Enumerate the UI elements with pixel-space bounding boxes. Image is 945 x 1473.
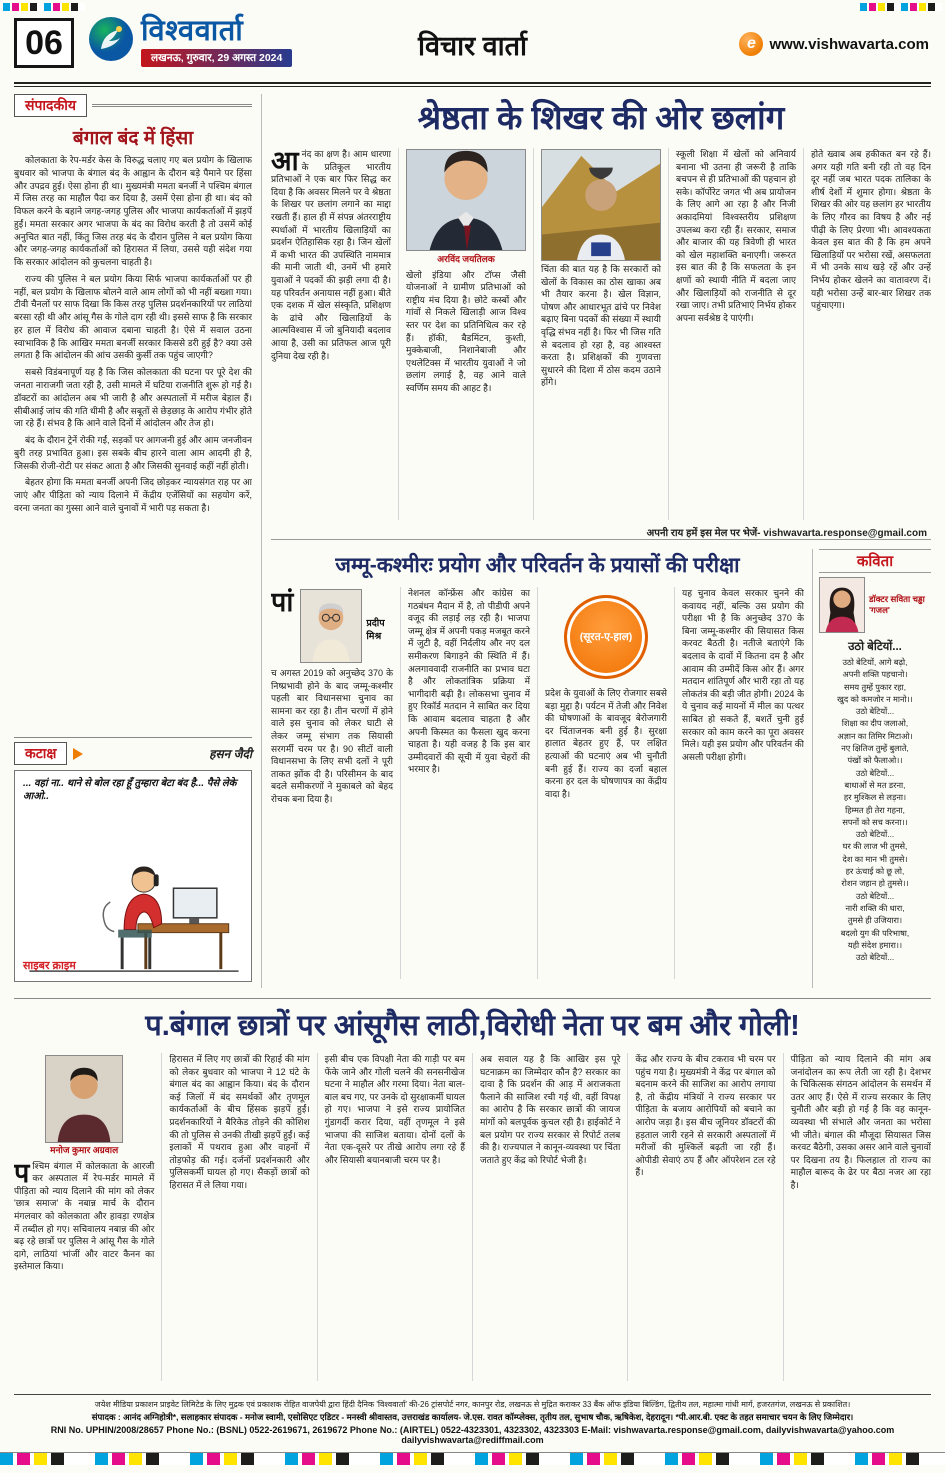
article-text: नंद का क्षण है। आम धारणा के प्रतिकूल भारतीय प्रतिभाओं ने एक बार फिर सिद्ध कर दिया है कि अवसर मिलने पर वे श्रेष्ठता के शिखर पर छलांग लगाने का माद्दा रखती हैं। हाल ही में संपन्न अंतरराष्ट्रीय स्पर्धाओं में भारतीय खिलाड़ियों का प्रदर्शन ऐतिहासिक रहा है। जिन खेलों में कभी भारत की उपस्थिति नाममात्र की मानी जाती थी, उनमें भी हमारे युवाओं ने पदकों की झड़ी लगा दी है। यह परिवर्तन अनायास नहीं हुआ। बीते एक दशक में खेल संस्कृति, प्रशिक्षण के ढांचे और खिलाड़ियों के आत्मविश्वास में जो बुनियादी बदलाव आया है, उसी का प्रतिफल आज पूरी दुनिया देख रही है। — [271, 149, 391, 361]
text-line: सबसे विडंबनापूर्ण यह है कि जिस कोलकाता की घटना पर पूरे देश की जनता नाराजगी जता रही है, उसी मामले में घटिया राजनीति शुरू हो गई है। डॉक्टरों का आंदोलन अब भी जारी है और अस्पतालों में मरीज बेहाल हैं। सीबीआई जांच की गति धीमी है और सबूतों से छेड़छाड़ के आरोप गंभीर होते जा रहे हैं। संभव है कि आने वाले दिनों में आंदोलन और तेज हो। — [14, 367, 252, 429]
text-line: पंखों को फैलाओ।। — [847, 756, 903, 766]
text-line: उठो बेटियों... — [855, 830, 895, 840]
article-text: यह चुनाव केवल सरकार चुनने की कवायद नहीं, बल्कि उस प्रयोग की परीक्षा भी है कि अनुच्छेद 370 के बिना जम्मू-कश्मीर की सियासत किस करवट बैठती है। नतीजे बताएंगे कि बदलाव के दावों में कितना दम है और आवाम की उम्मीदें किस ओर हैं। अगर मतदान शांतिपूर्ण और भारी रहा तो यह लोकतंत्र की बड़ी जीत होगी। 2024 के ये चुनाव कई मायनों में मील का पत्थर साबित हो सकते हैं, बशर्ते चुनी हुई सरकार को काम करने का पूरा अवसर मिले। यही इस प्रयोग और परिवर्तन की असली परीक्षा होगी। — [682, 588, 804, 762]
poetry-section-label: कविता — [819, 549, 931, 573]
text-line: समय तुम्हें पुकार रहा, — [844, 682, 906, 692]
text-line: बाधाओं से मत डरना, — [844, 780, 906, 790]
article-text: प्रदेश के युवाओं के लिए रोजगार सबसे बड़ा मुद्दा है। पर्यटन में तेजी और निवेश की घोषणाओं के बावजूद बेरोजगारी दर चिंताजनक बनी हुई है। सुरक्षा हालात बेहतर हुए हैं, पर लक्षित हत्याओं की घटनाएं अब भी चुनौती बनी हुई हैं। राज्य का दर्जा बहाल करना हर दल के घोषणापत्र का केंद्रीय वादा है। — [545, 688, 667, 799]
text-line: नारी शक्ति की धारा, — [845, 903, 905, 913]
cartoon-header — [14, 737, 252, 765]
poetry-column — [819, 549, 931, 988]
text-line: बेहतर होगा कि ममता बनर्जी अपनी जिद छोड़कर न्यायसंगत राह पर आ जाएं और पीड़िता को न्याय दिलाने में केंद्रीय एजेंसियों का सहयोग करें, वरना जनता का गुस्सा आने वाले चुनावों में भारी पड़ सकता है। — [14, 477, 252, 513]
text-line: नए क्षितिज तुम्हें बुलाते, — [841, 744, 909, 754]
text-line: कोलकाता के रेप-मर्डर केस के विरुद्ध चलाए गए बल प्रयोग के खिलाफ बुधवार को भाजपा के बंगाल बंद के आह्वान के दौरान बड़े पैमाने पर हिंसा और उपद्रव हुई। ऐसा होना ही था। मुख्यमंत्री ममता बनर्जी ने पश्चिम बंगाल में जिस तरह का माहौल पैदा कर दिया है, उसमें ऐसा होना ही था। बंद को विफल करने के बहाने जगह-जगह पुलिस और भाजपा कार्यकर्ताओं में झड़पें हुईं। ममता सरकार अगर भाजपा के बंद का विरोध करती है तो उसमें कोई अनुचित बात नहीं, किंतु जिस तरह बंद के दौरान पुलिस ने बल प्रयोग किया और जगह-जगह कार्यकर्ताओं को हिरासत में लिया, उससे यही संदेश गया कि सरकार आंदोलन को कुचलना चाहती है। — [14, 155, 252, 268]
text-line: तुमसे ही उजियारा। — [847, 916, 903, 926]
text-line: हर ऊंचाई को छू लो, — [845, 867, 905, 877]
bottom-article — [14, 998, 931, 1388]
cartoon-drawing — [15, 831, 251, 979]
article-text: होते ख्वाब अब हकीकत बन रहे हैं। अगर यही गति बनी रही तो वह दिन दूर नहीं जब भारत पदक तालिका के शीर्ष देशों में शुमार होगा। श्रेष्ठता के शिखर की ओर यह छलांग हर भारतीय के लिए गौरव का विषय है और नई पीढ़ी के लिए प्रेरणा भी। आवश्यकता केवल इस बात की है कि हम अपने खिलाड़ियों पर भरोसा रखें, असफलता में भी उनके साथ खड़े रहें और उन्हें निर्भय होकर खेलने का वातावरण दें। यही भरोसा उन्हें बार-बार शिखर तक पहुंचाएगा। — [811, 149, 931, 311]
article-column — [628, 1053, 783, 1381]
drop-cap: प — [14, 1157, 30, 1188]
article-column — [399, 148, 534, 520]
cartoon-speech-text: ... वहां ना.. थाने से बोल रहा हूँ तुम्हारा बेटा बंद है... पैसे लेके आओ.. — [23, 778, 237, 802]
poem-lines — [819, 657, 931, 964]
article-text: चिंता की बात यह है कि सरकारों को खेलों के विकास का ठोस खाका अब भी तैयार करना है। खेल विज्ञान, पोषण और आधारभूत ढांचे पर निवेश बढ़ाए बिना पदकों की संख्या में स्थायी वृद्धि संभव नहीं है। फिर भी जिस गति से बदलाव हो रहा है, वह आश्वस्त करता है। प्रशिक्षकों की गुणवत्ता सुधारने की दिशा में ठोस कदम उठाने होंगे। — [541, 264, 661, 388]
article-column — [473, 1053, 628, 1381]
athlete-photo — [541, 149, 661, 261]
cartoon-section-label: कटाक्ष — [14, 742, 67, 765]
surat-e-haal-badge — [564, 595, 648, 679]
text-line: यही संदेश हमारा।। — [847, 940, 903, 950]
article-column — [669, 148, 804, 520]
article-text: केंद्र और राज्य के बीच टकराव भी चरम पर पहुंच गया है। मुख्यमंत्री ने केंद्र पर बंगाल को बदनाम करने की साजिश का आरोप लगाया है, तो केंद्रीय मंत्रियों ने राज्य सरकार पर पीड़िता के बजाय आरोपियों को बचाने का आरोप जड़ा है। इस बीच जूनियर डॉक्टरों की हड़ताल जारी रहने से सरकारी अस्पतालों में मरीजों की मुश्किलें बढ़ती जा रही हैं। ओपीडी सेवाएं ठप हैं और ऑपरेशन टल रहे हैं। — [635, 1054, 776, 1178]
poem-title: उठो बेटियों... — [848, 641, 902, 653]
lead-author-caption: अरविंद जयतिलक — [437, 254, 495, 264]
text-line: बंद के दौरान ट्रेनें रोकी गईं, सड़कों पर आगजनी हुई और आम जनजीवन बुरी तरह प्रभावित हुआ। इस सबके बीच हारने वाला आम आदमी ही है, जिसकी रोजी-रोटी पर संकट आता है और जिसकी सुनवाई कहीं नहीं होती। — [14, 435, 252, 471]
editorial-headline: बंगाल बंद में हिंसा — [72, 128, 194, 149]
article-column — [804, 148, 931, 520]
badge-text: (सूरत-ए-हाल) — [579, 630, 633, 643]
text-line: उठो बेटियों, आगे बढ़ो, — [842, 658, 908, 667]
text-line: सपनों को सच करना।। — [842, 817, 908, 827]
article-column — [318, 1053, 473, 1381]
text-line: उठो बेटियों... — [855, 707, 895, 717]
text-line: हिम्मत ही तेरा गहना, — [845, 805, 905, 815]
text-line: अपनी शक्ति पहचानो। — [842, 670, 908, 680]
text-line: खुद को कमजोर न मानो।। — [837, 694, 913, 704]
article-text: च अगस्त 2019 को अनुच्छेद 370 के निष्प्रभावी होने के बाद जम्मू-कश्मीर पहली बार विधानसभा चुनाव का सामना कर रहा है। तीन चरणों में होने वाले इस चुनाव को लेकर घाटी से लेकर जम्मू संभाग तक सियासी सरगर्मी चरम पर है। 90 सीटों वाली विधानसभा के लिए सभी दलों ने पूरी ताकत झोंक दी है। परिसीमन के बाद बदले समीकरणों ने मुकाबले को बेहद रोचक बना दिया है। — [271, 668, 393, 804]
page-header — [14, 14, 931, 78]
peacock-logo-icon — [88, 16, 134, 67]
registration-marks-top-right-icon — [860, 3, 942, 11]
article-column — [538, 587, 675, 979]
article-text: अब सवाल यह है कि आखिर इस पूरे घटनाक्रम का जिम्मेदार कौन है? सरकार का दावा है कि प्रदर्शन की आड़ में अराजकता फैलाने की साजिश रची गई थी, वहीं विपक्ष का आरोप है कि सरकार छात्रों की जायज मांगों को बलपूर्वक कुचल रही है। हाईकोर्ट ने बल प्रयोग पर राज्य सरकार से रिपोर्ट तलब की है। राज्यपाल ने कानून-व्यवस्था पर चिंता जताते हुए केंद्र को रिपोर्ट भेजी है। — [479, 1054, 621, 1165]
header-divider — [14, 82, 931, 87]
imprint-line: जयेश मीडिया प्रकाशन प्राइवेट लिमिटेड के लिए मुद्रक एवं प्रकाशक रोहित वाजपेयी द्वारा हिंदी दैनिक 'विश्ववार्ता' की-26 ट्रांसपोर्ट नगर, कानपुर रोड, लखनऊ से मुद्रित कराकर 33 बैंक ऑफ इंडिया बिल्डिंग, द्वितीय तल, महात्मा गांधी मार्ग, हजरतगंज, लखनऊ से प्रकाशित। — [94, 1400, 851, 1409]
article-column — [401, 587, 538, 979]
editorial-body — [14, 154, 252, 732]
text-line: देश का मान भी तुमसे। — [842, 854, 908, 864]
text-line: अज्ञान का तिमिर मिटाओ। — [837, 731, 913, 741]
author-photo — [406, 149, 526, 251]
editorial-cartoon — [14, 770, 252, 982]
registration-marks-bottom-icon — [0, 1452, 945, 1465]
article-column — [675, 587, 804, 979]
jk-article — [271, 549, 813, 988]
lead-headline: श्रेष्ठता के शिखर की ओर छलांग — [417, 99, 785, 136]
poet-name: डॉक्टर सविता चड्ढा 'गजल' — [869, 593, 925, 615]
text-line: उठो बेटियों... — [855, 891, 895, 901]
jk-author-photo — [300, 589, 362, 663]
website-url[interactable]: www.vishwavarta.com — [769, 35, 929, 53]
article-column — [271, 148, 399, 520]
bottom-author-photo — [45, 1055, 123, 1143]
jk-author-name: प्रदीप मिश्र — [366, 618, 385, 643]
masthead — [88, 16, 292, 67]
jk-headline: जम्मू-कश्मीरः प्रयोग और परिवर्तन के प्रयासों की परीक्षा — [335, 554, 740, 577]
dateline: लखनऊ, गुरुवार, 29 अगस्त 2024 — [141, 49, 292, 67]
masthead-title: विश्ववार्ता — [141, 15, 244, 48]
editorial-section-label: संपादकीय — [14, 94, 87, 117]
article-text: श्चिम बंगाल में कोलकाता के आरजी कर अस्पताल में रेप-मर्डर मामले में पीड़िता को न्याय दिलाने की मांग को लेकर 'छात्र समाज' के नबान्न मार्च के दौरान मंगलवार को कोलकाता और हावड़ा रणक्षेत्र में तब्दील हो गए। सचिवालय नबान्न की ओर बढ़ रहे छात्रों पर पुलिस ने आंसू गैस के गोले दागे, लाठियां भांजीं और वाटर कैनन का इस्तेमाल किया। — [14, 1160, 155, 1272]
text-line: रोशन जहान हो तुमसे।। — [841, 879, 909, 889]
feedback-email-line[interactable]: अपनी राय हमें इस मेल पर भेजें- vishwavarta.response@gmail.com — [646, 528, 927, 539]
poet-photo — [819, 577, 865, 633]
article-text: खेलो इंडिया और टॉप्स जैसी योजनाओं ने ग्रामीण प्रतिभाओं को राष्ट्रीय मंच दिया है। छोटे कस्बों और गांवों से निकले खिलाड़ी आज विश्व स्तर पर देश का प्रतिनिधित्व कर रहे हैं। हॉकी, बैडमिंटन, कुश्ती, मुक्केबाजी, निशानेबाजी और एथलेटिक्स में भारतीय युवाओं ने जो छलांग लगाई है, वह आने वाले स्वर्णिम समय की आहट है। — [406, 269, 526, 393]
page-footer — [14, 1394, 931, 1445]
article-column — [534, 148, 669, 520]
editor-line: संपादक : आनंद अग्निहोत्री*, सलाहकार संपादक - मनोज स्वामी, एसोसिएट एडिटर - मनस्वी श्रीवास्तव, उत्तराखंड कार्यालय- जे.एस. रावत कॉम्प्लेक्स, तृतीय तल, सुभाष चौक, ऋषिकेश, देहरादून। *पी.आर.बी. एक्ट के तहत समाचार चयन के लिए जिम्मेदार। — [91, 1412, 854, 1422]
text-line: उठो बेटियों... — [855, 953, 895, 963]
registration-marks-top-left-icon — [3, 3, 85, 11]
article-column — [162, 1053, 317, 1381]
drop-cap: आ — [271, 148, 299, 176]
article-text: हिरासत में लिए गए छात्रों की रिहाई की मांग को लेकर बुधवार को भाजपा ने 12 घंटे के बंगाल बंद का आह्वान किया। बंद के दौरान कई जिलों में बंद समर्थकों और तृणमूल कार्यकर्ताओं के बीच हिंसक झड़पें हुईं। प्रदर्शनकारियों ने बैरिकेड तोड़ने की कोशिश की तो पुलिस से उनकी तीखी झड़पें हुईं। कई इलाकों में पथराव हुआ और वाहनों में तोड़फोड़ की गई। दर्जनों प्रदर्शनकारी और पुलिसकर्मी घायल हो गए। सैकड़ों छात्रों को हिरासत में ले लिया गया। — [169, 1054, 310, 1190]
article-column — [271, 587, 401, 979]
text-line: घर की लाज भी तुमसे, — [842, 842, 908, 852]
drop-cap: पां — [271, 587, 294, 617]
article-text: पीड़िता को न्याय दिलाने की मांग अब जनांदोलन का रूप लेती जा रही है। देशभर के चिकित्सक संगठन आंदोलन के समर्थन में उतर आए हैं। ऐसे में राज्य सरकार के लिए चुनौती और बड़ी हो गई है कि वह कानून-व्यवस्था भी संभाले और जनता का भरोसा भी जीते। बंगाल की मौजूदा सियासत जिस करवट बैठेगी, उसका असर आने वाले चुनावों पर दिखना तय है। फिलहाल तो राज्य का माहौल बारूद के ढेर पर बैठा नजर आ रहा है। — [790, 1054, 931, 1190]
article-column — [784, 1053, 931, 1381]
website-link[interactable] — [739, 32, 929, 56]
bottom-author-caption: मनोज कुमार अग्रवाल — [50, 1145, 119, 1155]
bottom-headline: प.बंगाल छात्रों पर आंसूगैस लाठी,विरोधी नेता पर बम और गोली! — [145, 1010, 800, 1042]
cartoon-caption: साइबर क्राइम — [23, 960, 76, 972]
article-text: स्कूली शिक्षा में खेलों को अनिवार्य बनाना भी उतना ही जरूरी है ताकि बचपन से ही प्रतिभाओं की पहचान हो सके। कॉर्पोरेट जगत भी अब प्रायोजन के लिए आगे आ रहा है और निजी अकादमियां विश्वस्तरीय प्रशिक्षण उपलब्ध करा रही हैं। सरकार, समाज और बाजार की यह त्रिवेणी ही भारत को खेल महाशक्ति बनाएगी। जरूरत इस बात की है कि सफलता के इन क्षणों को स्थायी नीति में बदला जाए और खिलाड़ियों को राजनीति से दूर रखा जाए। तभी प्रतिभाएं निर्भय होकर अपना सर्वश्रेष्ठ दे पाएंगी। — [676, 149, 796, 323]
cartoon-artist: हसन जैदी — [209, 747, 252, 761]
text-line: राज्य की पुलिस ने बल प्रयोग किया सिर्फ भाजपा कार्यकर्ताओं पर ही नहीं, बल प्रयोग के खिलाफ बोलने वाले आम लोगों को भी नहीं बख्शा गया। टीवी चैनलों पर साफ दिखा कि किस तरह पुलिस प्रदर्शनकारियों पर लाठियां बरसा रही थी और आंसू गैस के गोले दाग रही थी। इससे साफ है कि सरकार हर हाल में विरोध की आवाज दबाना चाहती है। ऐसे में सवाल उठना स्वाभाविक है कि आखिर ममता बनर्जी सरकार किससे डरी हुई है? क्या उसे लगता है कि आंदोलन की आंच उसकी कुर्सी तक पहुंच जाएगी? — [14, 273, 252, 361]
article-text: नेशनल कॉन्फ्रेंस और कांग्रेस का गठबंधन मैदान में है, तो पीडीपी अपने वजूद की लड़ाई लड़ रही है। भाजपा जम्मू क्षेत्र में अपनी पकड़ मजबूत करने में जुटी है, वहीं निर्दलीय और नए दल समीकरण बिगाड़ने की स्थिति में हैं। अलगाववादी राजनीति का प्रभाव घटा है और लोकतांत्रिक प्रक्रिया में भागीदारी बढ़ी है। लोकसभा चुनाव में हुए रिकॉर्ड मतदान ने साबित कर दिया कि आवाम बदलाव चाहता है और अपनी किस्मत का फैसला खुद करना चाहता है। यही वजह है कि इस बार उम्मीदवारों की सूची में युवा चेहरों की भरमार है। — [408, 588, 530, 775]
text-line: हर मुश्किल से लड़ना। — [843, 793, 907, 803]
lead-article — [271, 94, 931, 540]
arrow-right-icon — [73, 748, 83, 760]
article-column — [14, 1053, 162, 1381]
text-line: शिक्षा का दीप जलाओ, — [841, 719, 909, 729]
divider — [92, 104, 252, 107]
editorial-column — [14, 94, 262, 988]
section-title: विचार वार्ता — [417, 31, 528, 61]
page-number: 06 — [14, 18, 74, 68]
text-line: उठो बेटियों... — [855, 768, 895, 778]
epaper-icon: e — [739, 32, 763, 56]
rni-contact-line: RNI No. UPHIN/2008/28657 Phone No.: (BSNL) 0522-2619671, 2619672 Phone No.: (AIRTEL) 0522-4323301, 4323302, 4323303 E-Mail: vishwavarta.response@gmail.com, dailyvishwavarta@yahoo.com dailyvishwavarta@rediffmail.com — [50, 1425, 895, 1445]
article-text: इसी बीच एक विपक्षी नेता की गाड़ी पर बम फेंके जाने और गोली चलने की सनसनीखेज घटना ने माहौल और गरमा दिया। नेता बाल-बाल बच गए, पर उनके दो सुरक्षाकर्मी घायल हो गए। भाजपा ने इसे राज्य प्रायोजित गुंडागर्दी करार दिया, वहीं तृणमूल ने इसे भाजपा की साजिश बताया। दोनों दलों के नेता एक-दूसरे पर तीखे आरोप लगा रहे हैं और सियासी बयानबाजी चरम पर है। — [324, 1054, 465, 1165]
text-line: बदलो युग की परिभाषा, — [840, 928, 910, 938]
